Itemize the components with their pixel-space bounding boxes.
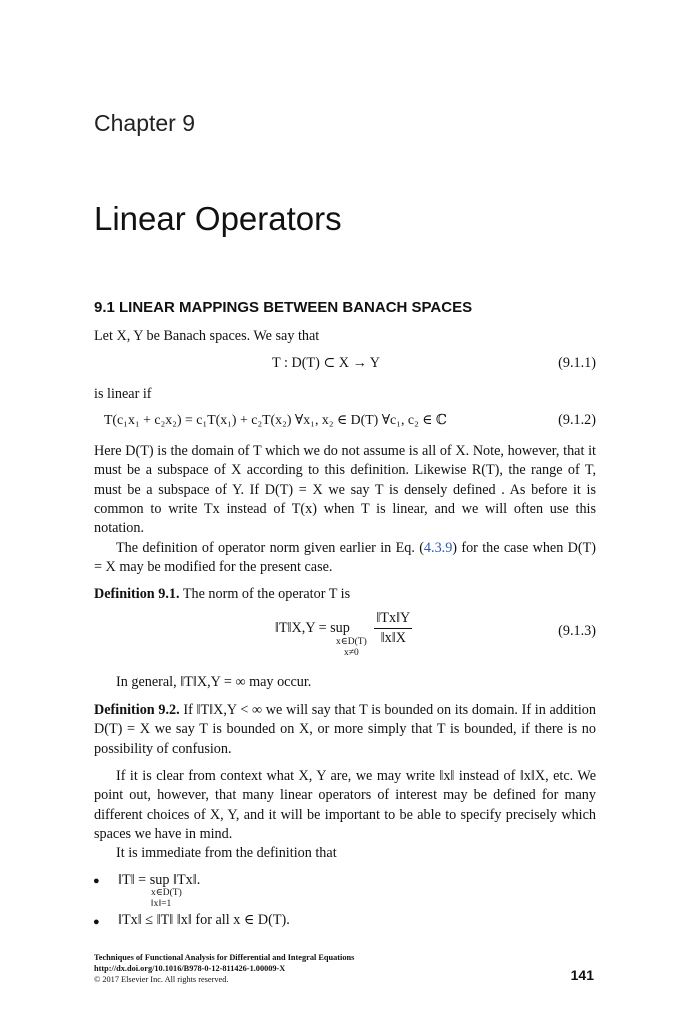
footer-doi-link[interactable]: http://dx.doi.org/10.1016/B978-0-12-811426-1.00009-X — [94, 964, 286, 973]
definition-9-2-text: If ‖T‖X,Y < ∞ we will say that T is bounded on its domain. If in addition D(T) = X we say T is bounded on X, or more simply that T is bounded, if there is no possibility of confusion. — [94, 702, 596, 757]
norm-lhs: ‖T‖X,Y = sup — [274, 620, 350, 636]
equation-9-1-1: T : D(T) ⊂ X → Y — [272, 355, 381, 371]
fraction-denominator: ‖x‖X — [380, 630, 406, 646]
definition-9-2 — [94, 701, 596, 759]
equation-number-9-1-2: (9.1.2) — [558, 412, 596, 428]
fraction-numerator: ‖Tx‖Y — [374, 610, 412, 629]
bullet-1-subscript-2: ‖x‖=1 — [151, 899, 172, 909]
chapter-title: Linear Operators — [94, 200, 342, 237]
chapter-label: Chapter 9 — [94, 110, 196, 136]
sup-subscript-1: x∈D(T) — [336, 637, 367, 647]
definition-9-1 — [94, 585, 596, 604]
footer-book-title: Techniques of Functional Analysis for Differential and Integral Equations — [94, 953, 355, 962]
paragraph-context: If it is clear from context what X, Y are, we may write ‖x‖ instead of ‖x‖X, etc. We point out, however, that many linear operators of interest may be defined for many different choices of X, Y, and it will be important to be able to specify precisely which spaces we have in mind. — [94, 768, 596, 842]
intro-lead: Let X, Y be Banach spaces. We say that — [94, 328, 320, 344]
sup-subscript-2: x≠0 — [344, 648, 359, 658]
norm-def-after: ) for the case when D(T) = X may be modified for the present case. — [94, 540, 596, 576]
bullet-item-2: ‖Tx‖ ≤ ‖T‖ ‖x‖ for all x ∈ D(T). — [118, 912, 290, 928]
footer-copyright: © 2017 Elsevier Inc. All rights reserved. — [94, 975, 229, 984]
section-heading: 9.1 LINEAR MAPPINGS BETWEEN BANACH SPACES — [94, 299, 473, 316]
general-remark: In general, ‖T‖X,Y = ∞ may occur. — [116, 674, 312, 690]
is-linear-if: is linear if — [94, 386, 152, 402]
paragraph-domain: Here D(T) is the domain of T which we do not assume is all of X. Note, however, that it must be a subspace of X according to this definition. Likewise R(T), the range of T, must be a subspace of Y. If D(T) = X we say T is densely defined . As before it is common to write Tx instead of T(x) when T is linear, and we will often use this notation. — [94, 443, 596, 537]
equation-number-9-1-1: (9.1.1) — [558, 355, 596, 371]
equation-reference-link[interactable]: 4.3.9 — [423, 540, 453, 556]
equation-9-1-2: T(c₁x₁ + c₂x₂) = c₁T(x₁) + c₂T(x₂) ∀x₁, x₂ ∈ D(T) ∀c₁, c₂ ∈ ℂ — [104, 412, 447, 427]
equation-9-1-3 — [258, 610, 412, 659]
paragraph-norm-definition — [94, 539, 596, 578]
definition-9-1-label: Definition 9.1. — [94, 586, 180, 602]
bullet-icon: ● — [93, 916, 100, 928]
bullet-1-subscript-1: x∈D(T) — [151, 888, 182, 898]
bullet-icon: ● — [93, 875, 100, 887]
definition-9-2-label: Definition 9.2. — [94, 702, 180, 718]
bullet-item-1: ‖T‖ = sup ‖Tx‖. — [118, 872, 201, 888]
norm-def-before: The definition of operator norm given earlier in Eq. ( — [116, 540, 424, 556]
page-number: 141 — [570, 967, 594, 983]
equation-number-9-1-3: (9.1.3) — [558, 623, 596, 639]
definition-9-1-text: The norm of the operator T is — [182, 586, 351, 602]
paragraph-immediate: It is immediate from the definition that — [116, 845, 337, 861]
